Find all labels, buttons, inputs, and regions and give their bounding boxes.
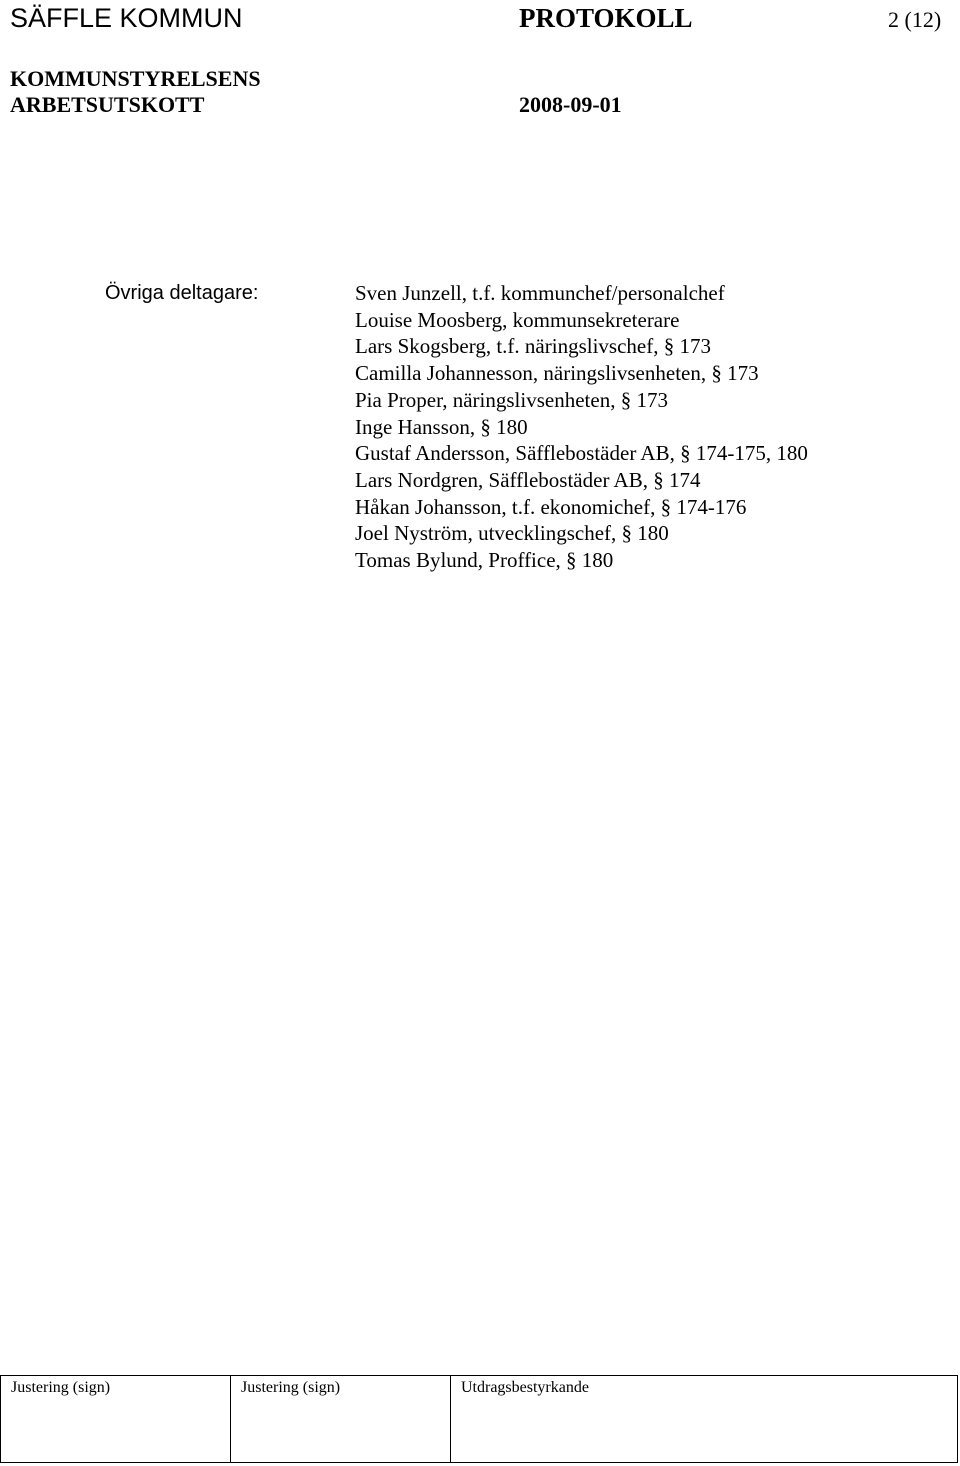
signature-cell-1	[1, 1376, 231, 1462]
extract-label: Utdragsbestyrkande	[461, 1379, 589, 1396]
attendee-item: Pia Proper, näringslivsenheten, § 173	[355, 387, 668, 412]
meeting-date: 2008-09-01	[519, 92, 622, 117]
page-number: 2 (12)	[888, 7, 942, 32]
attendee-item: Tomas Bylund, Proffice, § 180	[355, 548, 614, 573]
extract-cell	[451, 1376, 957, 1462]
document-type: PROTOKOLL	[519, 3, 693, 33]
attendee-item: Lars Skogsberg, t.f. näringslivschef, § 173	[355, 334, 711, 359]
attendee-item: Joel Nyström, utvecklingschef, § 180	[355, 521, 669, 546]
attendee-item: Lars Nordgren, Säfflebostäder AB, § 174	[355, 467, 701, 492]
signature-label-1: Justering (sign)	[11, 1379, 111, 1396]
signature-table	[0, 1375, 958, 1463]
committee-line-2: ARBETSUTSKOTT	[10, 92, 205, 117]
attendee-item: Håkan Johansson, t.f. ekonomichef, § 174-176	[355, 494, 747, 519]
attendee-item: Inge Hansson, § 180	[355, 414, 528, 439]
attendee-item: Camilla Johannesson, näringslivsenheten, § 173	[355, 361, 759, 386]
attendee-item: Sven Junzell, t.f. kommunchef/personalchef	[355, 281, 725, 305]
signature-cell-2	[231, 1376, 451, 1462]
attendee-item: Louise Moosberg, kommunsekreterare	[355, 307, 680, 332]
attendees-label: Övriga deltagare:	[105, 282, 259, 304]
committee-line-1: KOMMUNSTYRELSENS	[10, 66, 261, 91]
organization-name: SÄFFLE KOMMUN	[10, 3, 243, 33]
committee-name	[10, 66, 261, 118]
attendees-list	[355, 280, 808, 574]
signature-label-2: Justering (sign)	[241, 1379, 341, 1396]
attendee-item: Gustaf Andersson, Säfflebostäder AB, § 174-175, 180	[355, 441, 808, 466]
